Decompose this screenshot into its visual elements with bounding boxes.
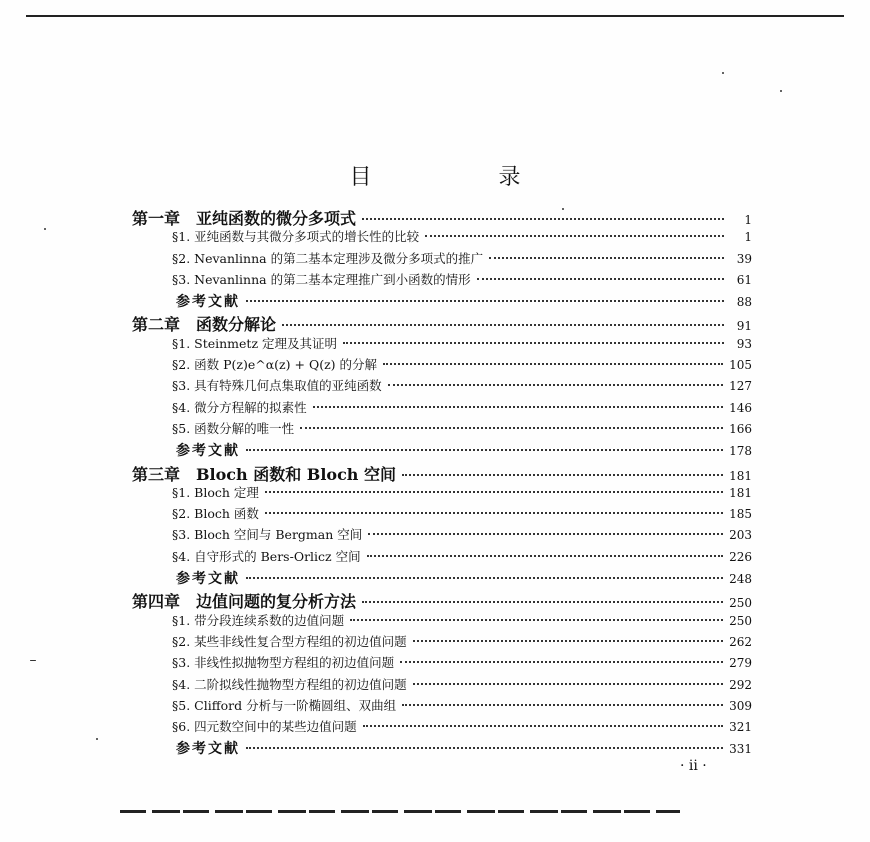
section-entry-page: 61 [736, 272, 752, 287]
references-entry-label: 参考文献 [176, 571, 240, 588]
references-entry-label: 参考文献 [176, 741, 240, 758]
section-entry-label: §1. Bloch 定理 [172, 484, 259, 500]
section-entry-label: §2. 某些非线性复合型方程组的初边值问题 [172, 633, 407, 649]
section-entry [132, 398, 752, 419]
section-entry [132, 419, 752, 440]
section-entry [132, 547, 752, 568]
chapter-entry-page: 1 [744, 213, 752, 227]
references-entry [132, 738, 752, 759]
section-entry-page: 1 [744, 230, 752, 245]
references-entry-page: 248 [729, 572, 752, 587]
section-entry-page: 181 [729, 485, 752, 500]
dot-leader [383, 363, 723, 365]
section-entry-label: §4. 微分方程解的拟素性 [172, 399, 307, 415]
chapter-entry [132, 589, 752, 610]
section-entry [132, 249, 752, 270]
dot-leader [300, 427, 723, 429]
section-entry [132, 675, 752, 696]
section-entry [132, 696, 752, 717]
section-entry-page: 93 [736, 336, 752, 351]
chapter-entry [132, 462, 752, 483]
section-entry [132, 227, 752, 248]
section-entry-label: §4. 自守形式的 Bers-Orlicz 空间 [172, 548, 361, 564]
scan-speck [44, 228, 46, 230]
dot-leader [362, 218, 724, 220]
section-entry-page: 127 [729, 379, 752, 394]
chapter-entry-label: 第三章 Bloch 函数和 Bloch 空间 [132, 464, 397, 484]
dot-leader [246, 747, 723, 749]
scan-speck [780, 90, 782, 92]
page-title: 目 录 [349, 165, 581, 190]
dot-leader [265, 491, 723, 493]
dot-leader [400, 661, 723, 663]
section-entry-label: §5. Clifford 分析与一阶椭圆组、双曲组 [172, 697, 397, 713]
scan-speck [562, 208, 564, 210]
section-entry-label: §1. 带分段连续系数的边值问题 [172, 612, 345, 628]
dot-leader [402, 704, 723, 706]
section-entry [132, 504, 752, 525]
chapter-entry-label: 第一章 亚纯函数的微分多项式 [132, 209, 357, 228]
section-entry [132, 355, 752, 376]
section-entry-page: 250 [729, 613, 752, 628]
section-entry-page: 203 [729, 528, 752, 543]
section-entry-label: §3. Bloch 空间与 Bergman 空间 [172, 527, 363, 543]
dot-leader [246, 449, 723, 451]
dot-leader [350, 619, 723, 621]
section-entry-label: §4. 二阶拟线性抛物型方程组的初边值问题 [172, 676, 407, 692]
dot-leader [343, 342, 724, 344]
references-entry [132, 291, 752, 312]
dot-leader [477, 278, 724, 280]
section-entry-page: 279 [729, 656, 752, 671]
references-entry-label: 参考文献 [176, 443, 240, 460]
scan-speck [722, 72, 724, 74]
references-entry-page: 331 [729, 742, 752, 757]
dot-leader [362, 601, 723, 603]
dot-leader [313, 406, 723, 408]
section-entry-label: §3. 具有特殊几何点集取值的亚纯函数 [172, 378, 382, 394]
chapter-entry-page: 181 [729, 468, 752, 483]
scan-speck [30, 660, 36, 661]
section-entry [132, 525, 752, 546]
references-entry-label: 参考文献 [176, 294, 240, 311]
section-entry-label: §2. Bloch 函数 [172, 506, 259, 522]
bottom-rule [120, 810, 680, 813]
chapter-entry [132, 312, 752, 333]
references-entry-page: 88 [736, 295, 752, 310]
section-entry-page: 262 [729, 634, 752, 649]
section-entry [132, 653, 752, 674]
section-entry-page: 321 [729, 720, 752, 735]
section-entry-label: §5. 函数分解的唯一性 [172, 420, 295, 436]
section-entry [132, 611, 752, 632]
section-entry [132, 270, 752, 291]
section-entry [132, 376, 752, 397]
dot-leader [425, 235, 724, 237]
dot-leader [363, 725, 723, 727]
chapter-entry-label: 第四章 边值问题的复分析方法 [132, 592, 357, 612]
references-entry [132, 440, 752, 461]
dot-leader [282, 324, 724, 326]
section-entry-page: 292 [729, 677, 752, 692]
references-entry-page: 178 [729, 444, 752, 459]
dot-leader [367, 555, 723, 557]
section-entry-label: §3. Nevanlinna 的第二基本定理推广到小函数的情形 [172, 271, 471, 287]
section-entry [132, 717, 752, 738]
scan-speck [96, 738, 98, 740]
section-entry [132, 483, 752, 504]
chapter-entry-page: 250 [729, 596, 752, 611]
dot-leader [413, 683, 723, 685]
references-entry [132, 568, 752, 589]
section-entry-page: 166 [729, 421, 752, 436]
dot-leader [246, 300, 724, 302]
section-entry-label: §6. 四元数空间中的某些边值问题 [172, 719, 357, 735]
chapter-entry [132, 206, 752, 227]
section-entry-page: 226 [729, 549, 752, 564]
dot-leader [388, 384, 723, 386]
section-entry [132, 334, 752, 355]
chapter-entry-label: 第二章 函数分解论 [132, 315, 277, 335]
dot-leader [265, 512, 723, 514]
dot-leader [413, 640, 723, 642]
section-entry-page: 39 [736, 251, 752, 266]
section-entry-page: 146 [729, 400, 752, 415]
page-number: · ii · [680, 758, 707, 774]
dot-leader [402, 474, 723, 476]
table-of-contents [132, 206, 752, 760]
dot-leader [368, 533, 723, 535]
top-rule [26, 15, 844, 17]
section-entry-label: §2. Nevanlinna 的第二基本定理涉及微分多项式的推广 [172, 250, 484, 266]
dot-leader [489, 257, 724, 259]
section-entry-page: 105 [729, 358, 752, 373]
section-entry-page: 309 [729, 698, 752, 713]
section-entry-label: §1. Steinmetz 定理及其证明 [172, 335, 338, 351]
section-entry [132, 632, 752, 653]
section-entry-label: §3. 非线性拟抛物型方程组的初边值问题 [172, 655, 395, 671]
dot-leader [246, 577, 723, 579]
section-entry-label: §2. 函数 P(z)e^α(z) + Q(z) 的分解 [172, 357, 378, 373]
section-entry-label: §1. 亚纯函数与其微分多项式的增长性的比较 [172, 229, 420, 245]
section-entry-page: 185 [729, 507, 752, 522]
chapter-entry-page: 91 [736, 319, 752, 334]
